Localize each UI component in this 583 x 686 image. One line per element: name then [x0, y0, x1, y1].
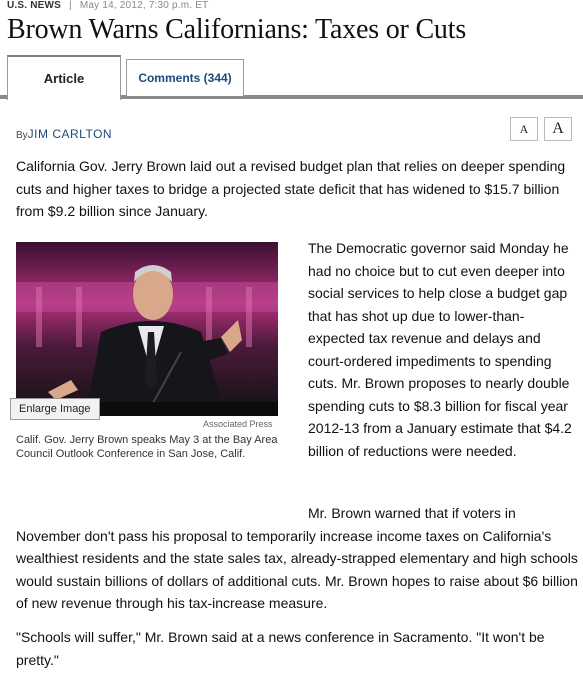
author-link[interactable]: JIM CARLTON — [27, 127, 113, 141]
body-paragraph-3 — [16, 502, 578, 615]
enlarge-image-button[interactable]: Enlarge Image — [10, 398, 100, 420]
byline-prefix: By — [16, 130, 28, 141]
body-paragraph-3-text: Mr. Brown warned that if voters in November don't pass his proposal to temporarily increase income taxes on California's wealthiest residents and the state sales tax, already-strapped elementary and high schools would sustain billions of dollars of additional cuts. Mr. Brown hopes to raise about $6 billion of new revenue through his tax-increase measure. — [16, 505, 578, 611]
article-photo[interactable] — [16, 242, 278, 416]
body-paragraph-1: California Gov. Jerry Brown laid out a revised budget plan that relies on deeper spending cuts and higher taxes to bridge a projected state deficit that has widened to $15.7 billion from $9.2 billion since January. — [16, 158, 566, 219]
tab-article[interactable]: Article — [7, 55, 121, 100]
photo-credit: Associated Press — [203, 419, 273, 429]
body-paragraph-4: "Schools will suffer," Mr. Brown said at a news conference in Sacramento. "It won't be pretty." — [16, 629, 545, 668]
section-label[interactable]: U.S. NEWS — [7, 0, 62, 11]
body-paragraph-2: The Democratic governor said Monday he had no choice but to cut even deeper into social services to help close a budget gap that has shot up due to lower-than-expected tax revenue and delays and court-ordered impediments to spending cuts. Mr. Brown proposes to nearly double spending cuts to $8.3 billion for fiscal year 2012-13 from a January estimate that $4.2 billion of reductions were needed. — [308, 240, 572, 459]
photo-caption: Calif. Gov. Jerry Brown speaks May 3 at the Bay Area Council Outlook Conference in San Jose, Calif. — [16, 434, 278, 460]
tab-comments[interactable]: Comments (344) — [126, 59, 244, 96]
article-meta — [7, 0, 208, 11]
publish-date: May 14, 2012, 7:30 p.m. ET — [79, 0, 209, 11]
article-tabs — [0, 55, 583, 99]
meta-separator: | — [69, 0, 72, 11]
byline — [16, 127, 112, 141]
speaker-photo-illustration — [16, 242, 278, 416]
font-larger-button[interactable]: A — [544, 117, 572, 141]
font-smaller-button[interactable]: A — [510, 117, 538, 141]
headline: Brown Warns Californians: Taxes or Cuts — [7, 14, 467, 45]
